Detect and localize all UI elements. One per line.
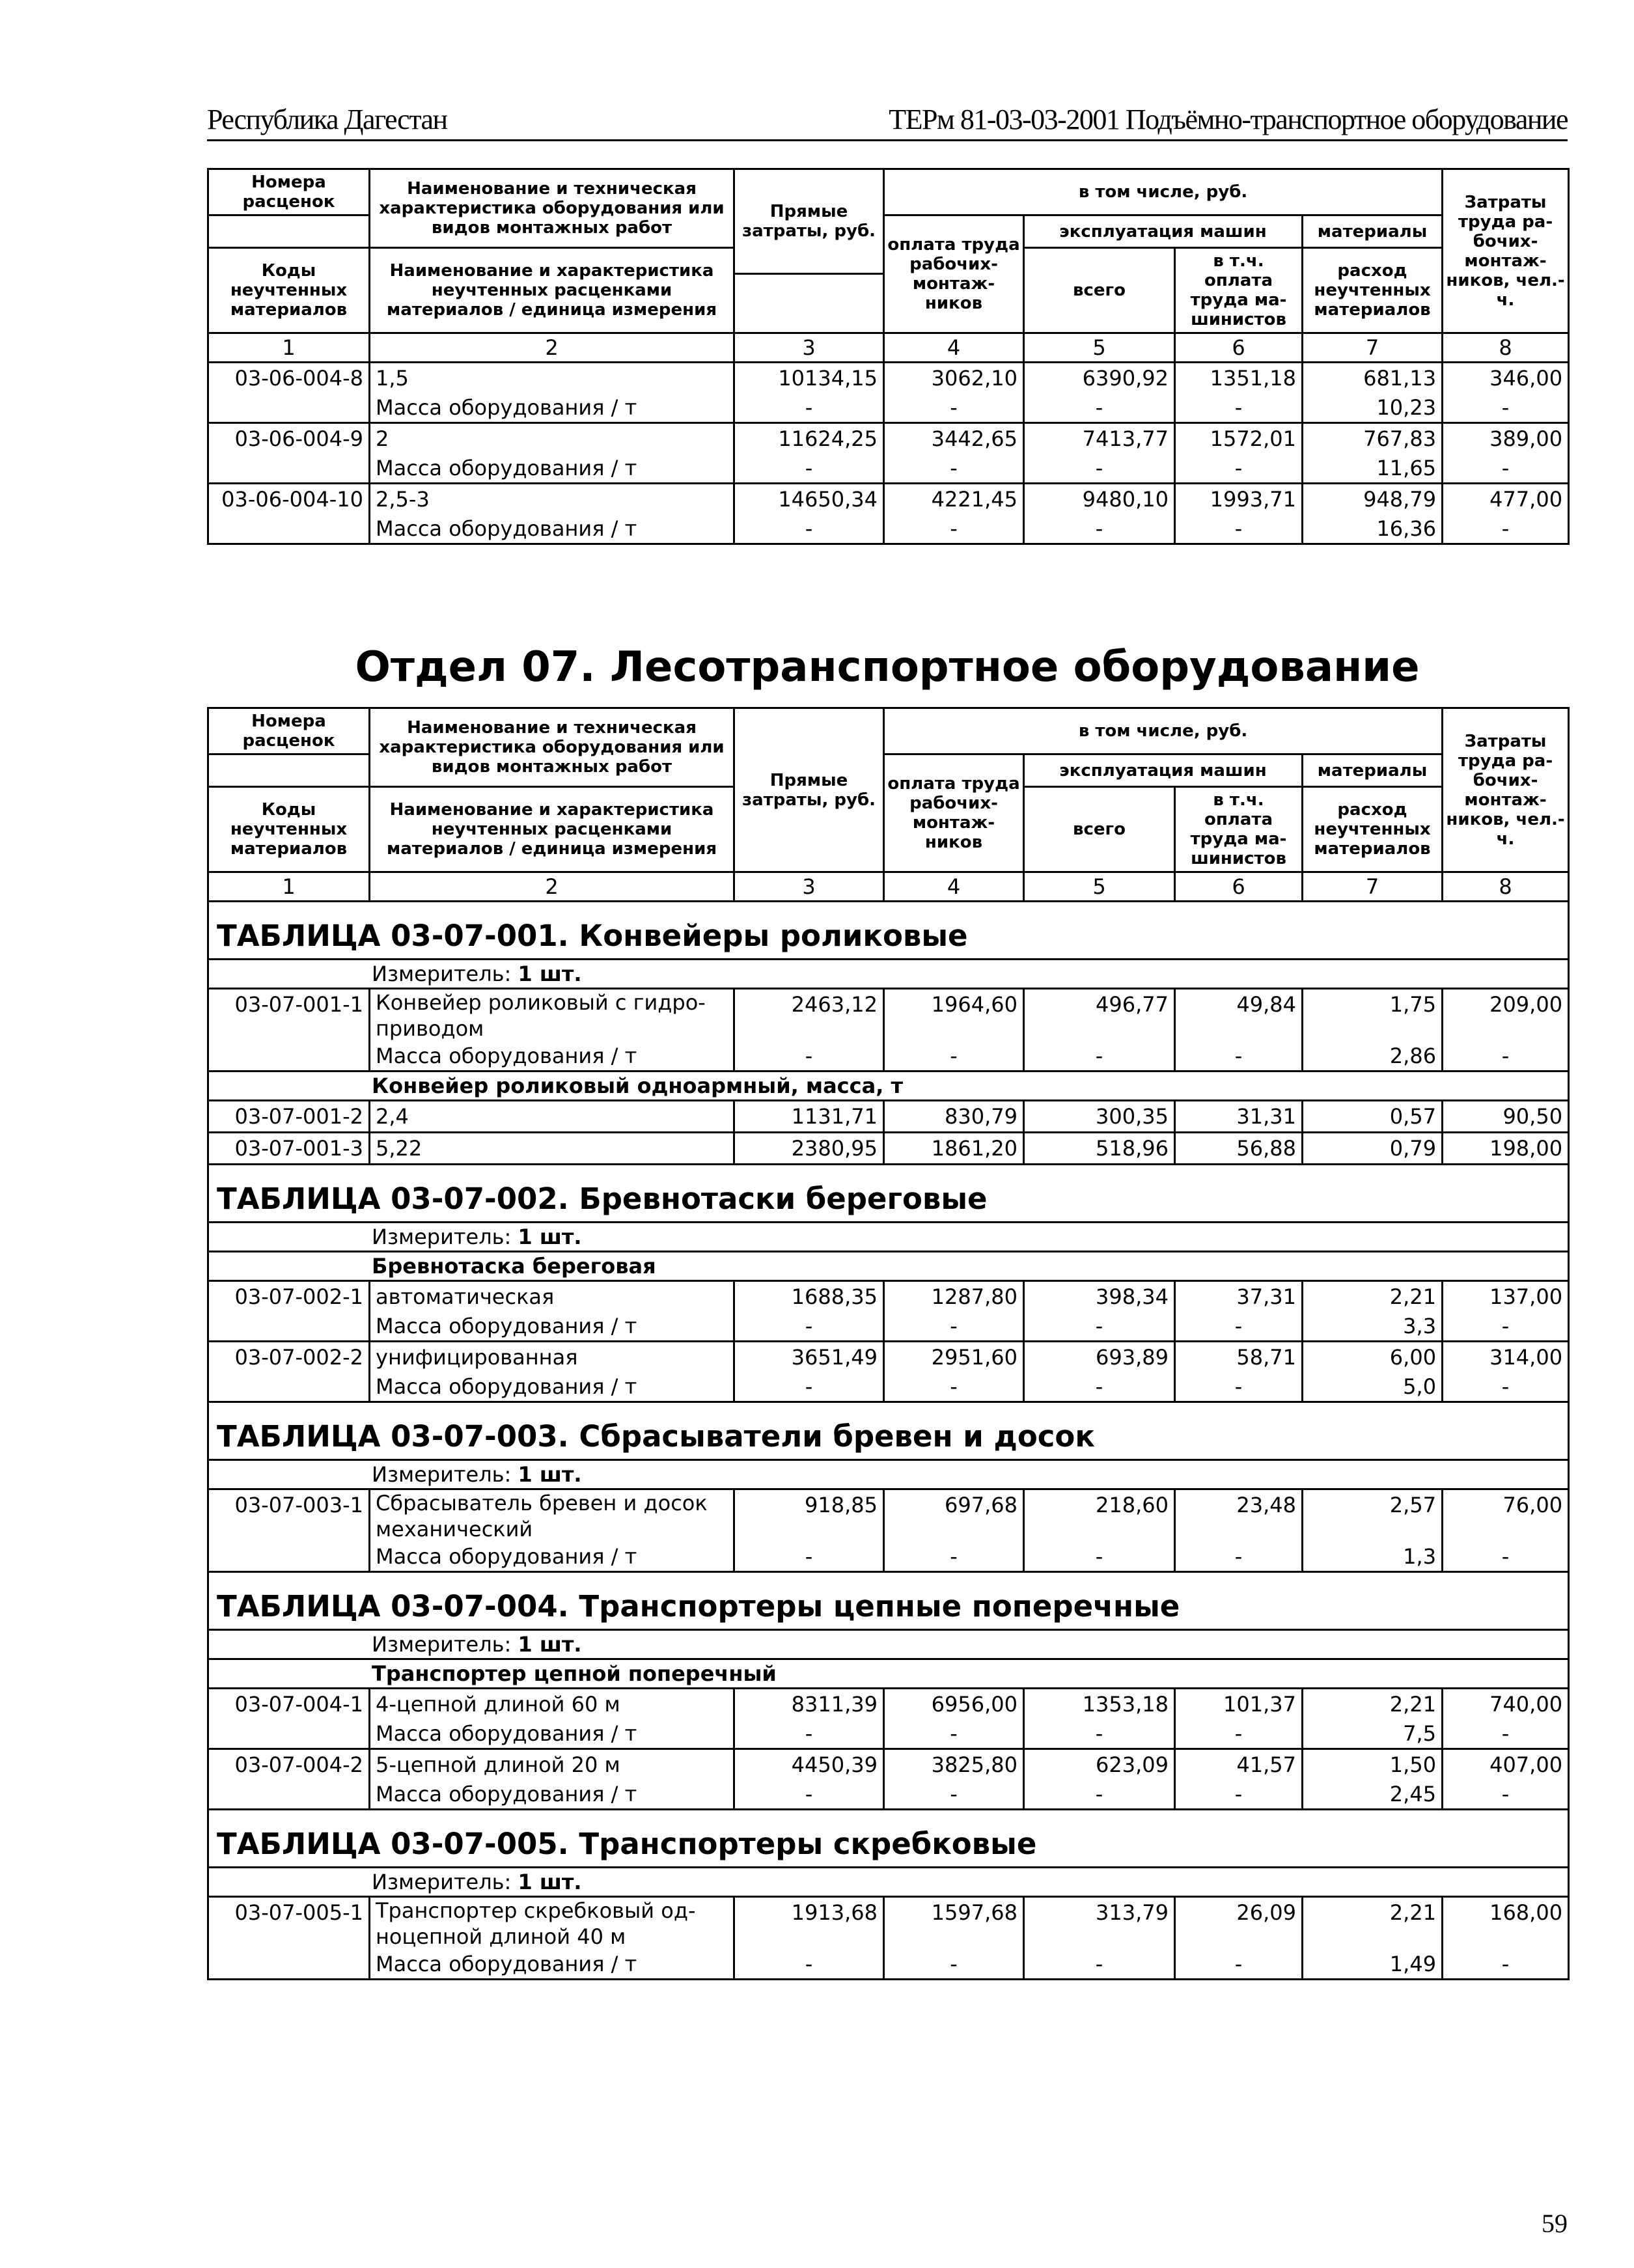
table-row: Масса оборудования / т - - - - 10,23 -	[208, 393, 1569, 423]
prices-table-03-07: Номера расценок Наименование и техническая характеристика оборудования или видов монтажных работ Прямые затраты, руб. в том числе, руб. Затраты труда ра-бочих-монтаж-ников, чел.-ч. оплата труда рабочих-монтаж-ников эксплуатация машин материалы Коды неучтенных материалов Наименование и характеристика неучтенных расценками материалов / единица измерения всего в т.ч. оплата труда ма-шинистов расход неучтенных материалов 1 2 3 4 5 6 7 8 ТАБЛИЦА 03-07-001. Конвейеры роликовые Измеритель: 1 шт. 03-07-001-1 Конвейер роликовый с гидро-приводом 2463,12 1964,60 496,77 49,84 1,75 209,00 Масса оборудования / т - - - - 2,86 - Конвейер роликовый одноармный, масса, т 03-07-001-2 2,4 1131,71 830,79 300,35 31,31 0,57 90,50 03-07-001-3 5,22 2380,95 1861,20 518,96 56,88 0,79 198,00 ТАБЛИЦА 03-07-002. Бревнотаски береговые Измеритель: 1 шт. Бревнотаска береговая 03-07-002-1 автоматическая 1688,35 1287,80 398,34 37,31 2,21 137,00 Масса оборудования / т - - - - 3,3 - 03-07-002-2 унифицированная 3651,49 2951,60 693,89 58,71 6,00 314,00 Масса оборудования / т - - - - 5,0 - ТАБЛИЦА 03-07-003. Сбрасыватели бревен и досок Измеритель: 1 шт. 03-07-003-1 Сбрасыватель бревен и досок механический 918,85 697,68 218,60 23,48 2,57 76,00 Масса оборудования / т - - - - 1,3 - ТАБЛИЦА 03-07-004. Транспортеры цепные поперечные Измеритель: 1 шт. Транспортер цепной поперечный 03-07-004-1 4-цепной длиной 60 м 8311,39 6956,00 1353,18 101,37 2,21 740,00 Масса оборудования / т - - - - 7,5 - 03-07-004-2 5-цепной длиной 20 м 4450,39 3825,80 623,09 41,57 1,50 407,00 Масса оборудования / т - - - - 2,45 - ТАБЛИЦА 03-07-005. Транспортеры скребковые Измеритель: 1 шт. 03-07-005-1 Транспортер скребковый од-ноцепной длиной 40 м 1913,68 1597,68 313,79 26,09 2,21 168,00 Масса оборудования / т - - - - 1,49 -	[207, 707, 1570, 1980]
table-row: 03-07-004-2 5-цепной длиной 20 м 4450,39 3825,80 623,09 41,57 1,50 407,00	[208, 1749, 1569, 1780]
col-number: 8	[1443, 333, 1569, 363]
table-row: 03-07-001-1 Конвейер роликовый с гидро-приводом 2463,12 1964,60 496,77 49,84 1,75 209,00	[208, 989, 1569, 1042]
measure-unit: Измеритель: 1 шт.	[208, 1868, 1569, 1897]
table-row: 03-07-001-3 5,22 2380,95 1861,20 518,96 56,88 0,79 198,00	[208, 1133, 1569, 1165]
table-heading: ТАБЛИЦА 03-07-005. Транспортеры скребковые	[208, 1810, 1569, 1868]
col-head-material-use: расход неучтенных материалов	[1303, 248, 1443, 333]
table-row: Масса оборудования / т - - - - 2,45 -	[208, 1780, 1569, 1810]
table-row: 03-07-002-1 автоматическая 1688,35 1287,80 398,34 37,31 2,21 137,00	[208, 1281, 1569, 1312]
col-number: 4	[884, 333, 1024, 363]
table-heading: ТАБЛИЦА 03-07-004. Транспортеры цепные поперечные	[208, 1572, 1569, 1630]
col-head-codes: Номера расценок	[208, 169, 370, 215]
table-row: 03-06-004-10 2,5-3 14650,34 4221,45 9480,10 1993,71 948,79 477,00	[208, 484, 1569, 515]
col-head-labor: Затраты труда ра-бочих-монтаж-ников, чел.-ч.	[1443, 169, 1569, 333]
table-row: Масса оборудования / т - - - - 2,86 -	[208, 1042, 1569, 1072]
header-document-title: ТЕРм 81-03-03-2001 Подъёмно-транспортное оборудование	[889, 104, 1568, 135]
table-heading: ТАБЛИЦА 03-07-001. Конвейеры роликовые	[208, 902, 1569, 960]
measure-unit: Измеритель: 1 шт.	[208, 1223, 1569, 1252]
measure-unit: Измеритель: 1 шт.	[208, 1630, 1569, 1659]
table-row: Масса оборудования / т - - - - 1,49 -	[208, 1950, 1569, 1980]
table-row: 03-06-004-8 1,5 10134,15 3062,10 6390,92 1351,18 681,13 346,00	[208, 363, 1569, 394]
col-number: 1	[208, 333, 370, 363]
col-number: 5	[1024, 333, 1175, 363]
table-row: Масса оборудования / т - - - - 3,3 -	[208, 1312, 1569, 1342]
measure-unit: Измеритель: 1 шт.	[208, 960, 1569, 989]
prices-table-03-06	[207, 168, 1570, 545]
row-code: 03-06-004-8	[208, 363, 370, 394]
col-number: 3	[734, 333, 884, 363]
table-row: 03-06-004-9 2 11624,25 3442,65 7413,77 1572,01 767,83 389,00	[208, 423, 1569, 454]
col-number: 2	[370, 333, 734, 363]
table-row: Масса оборудования / т - - - - 11,65 -	[208, 454, 1569, 484]
section-title: Отдел 07. Лесотранспортное оборудование	[355, 643, 1420, 691]
col-head-machinists-pay: в т.ч. оплата труда ма-шинистов	[1175, 248, 1303, 333]
measure-unit: Измеритель: 1 шт.	[208, 1460, 1569, 1489]
page-number: 59	[1542, 2209, 1568, 2238]
table-heading: ТАБЛИЦА 03-07-003. Сбрасыватели бревен и досок	[208, 1402, 1569, 1460]
table-row: Масса оборудования / т - - - - 16,36 -	[208, 514, 1569, 544]
col-number: 6	[1175, 333, 1303, 363]
header-region: Республика Дагестан	[207, 104, 447, 135]
col-head-materials: материалы	[1303, 215, 1443, 248]
group-heading: Бревнотаска береговая	[208, 1252, 1569, 1281]
col-head-including: в том числе, руб.	[884, 169, 1443, 215]
col-head-direct-costs: Прямые затраты, руб.	[734, 169, 884, 274]
col-head-machines-total: всего	[1024, 248, 1175, 333]
table-row: 03-07-004-1 4-цепной длиной 60 м 8311,39 6956,00 1353,18 101,37 2,21 740,00	[208, 1689, 1569, 1720]
col-number: 7	[1303, 333, 1443, 363]
table-row: Масса оборудования / т - - - - 7,5 -	[208, 1719, 1569, 1749]
table-row: 03-07-003-1 Сбрасыватель бревен и досок механический 918,85 697,68 218,60 23,48 2,57 76,00	[208, 1489, 1569, 1543]
group-heading: Конвейер роликовый одноармный, масса, т	[208, 1072, 1569, 1101]
col-head-material-codes: Коды неучтенных материалов	[208, 248, 370, 333]
table-heading: ТАБЛИЦА 03-07-002. Бревнотаски береговые	[208, 1165, 1569, 1223]
col-head-machines: эксплуатация машин	[1024, 215, 1303, 248]
table-row: 03-07-005-1 Транспортер скребковый од-ноцепной длиной 40 м 1913,68 1597,68 313,79 26,09 2,21 168,00	[208, 1897, 1569, 1950]
col-head-material-names: Наименование и характеристика неучтенных расценками материалов / единица измерения	[370, 248, 734, 333]
table-row: 03-07-001-2 2,4 1131,71 830,79 300,35 31,31 0,57 90,50	[208, 1101, 1569, 1133]
table-row: Масса оборудования / т - - - - 1,3 -	[208, 1542, 1569, 1572]
running-header	[207, 103, 1568, 141]
table-row: 03-07-002-2 унифицированная 3651,49 2951,60 693,89 58,71 6,00 314,00	[208, 1342, 1569, 1373]
col-head-name: Наименование и техническая характеристика оборудования или видов монтажных работ	[370, 169, 734, 248]
table-row: Масса оборудования / т - - - - 5,0 -	[208, 1372, 1569, 1402]
col-head-labor-pay: оплата труда рабочих-монтаж-ников	[884, 215, 1024, 333]
group-heading: Транспортер цепной поперечный	[208, 1659, 1569, 1689]
row-name: 1,5	[370, 363, 734, 394]
